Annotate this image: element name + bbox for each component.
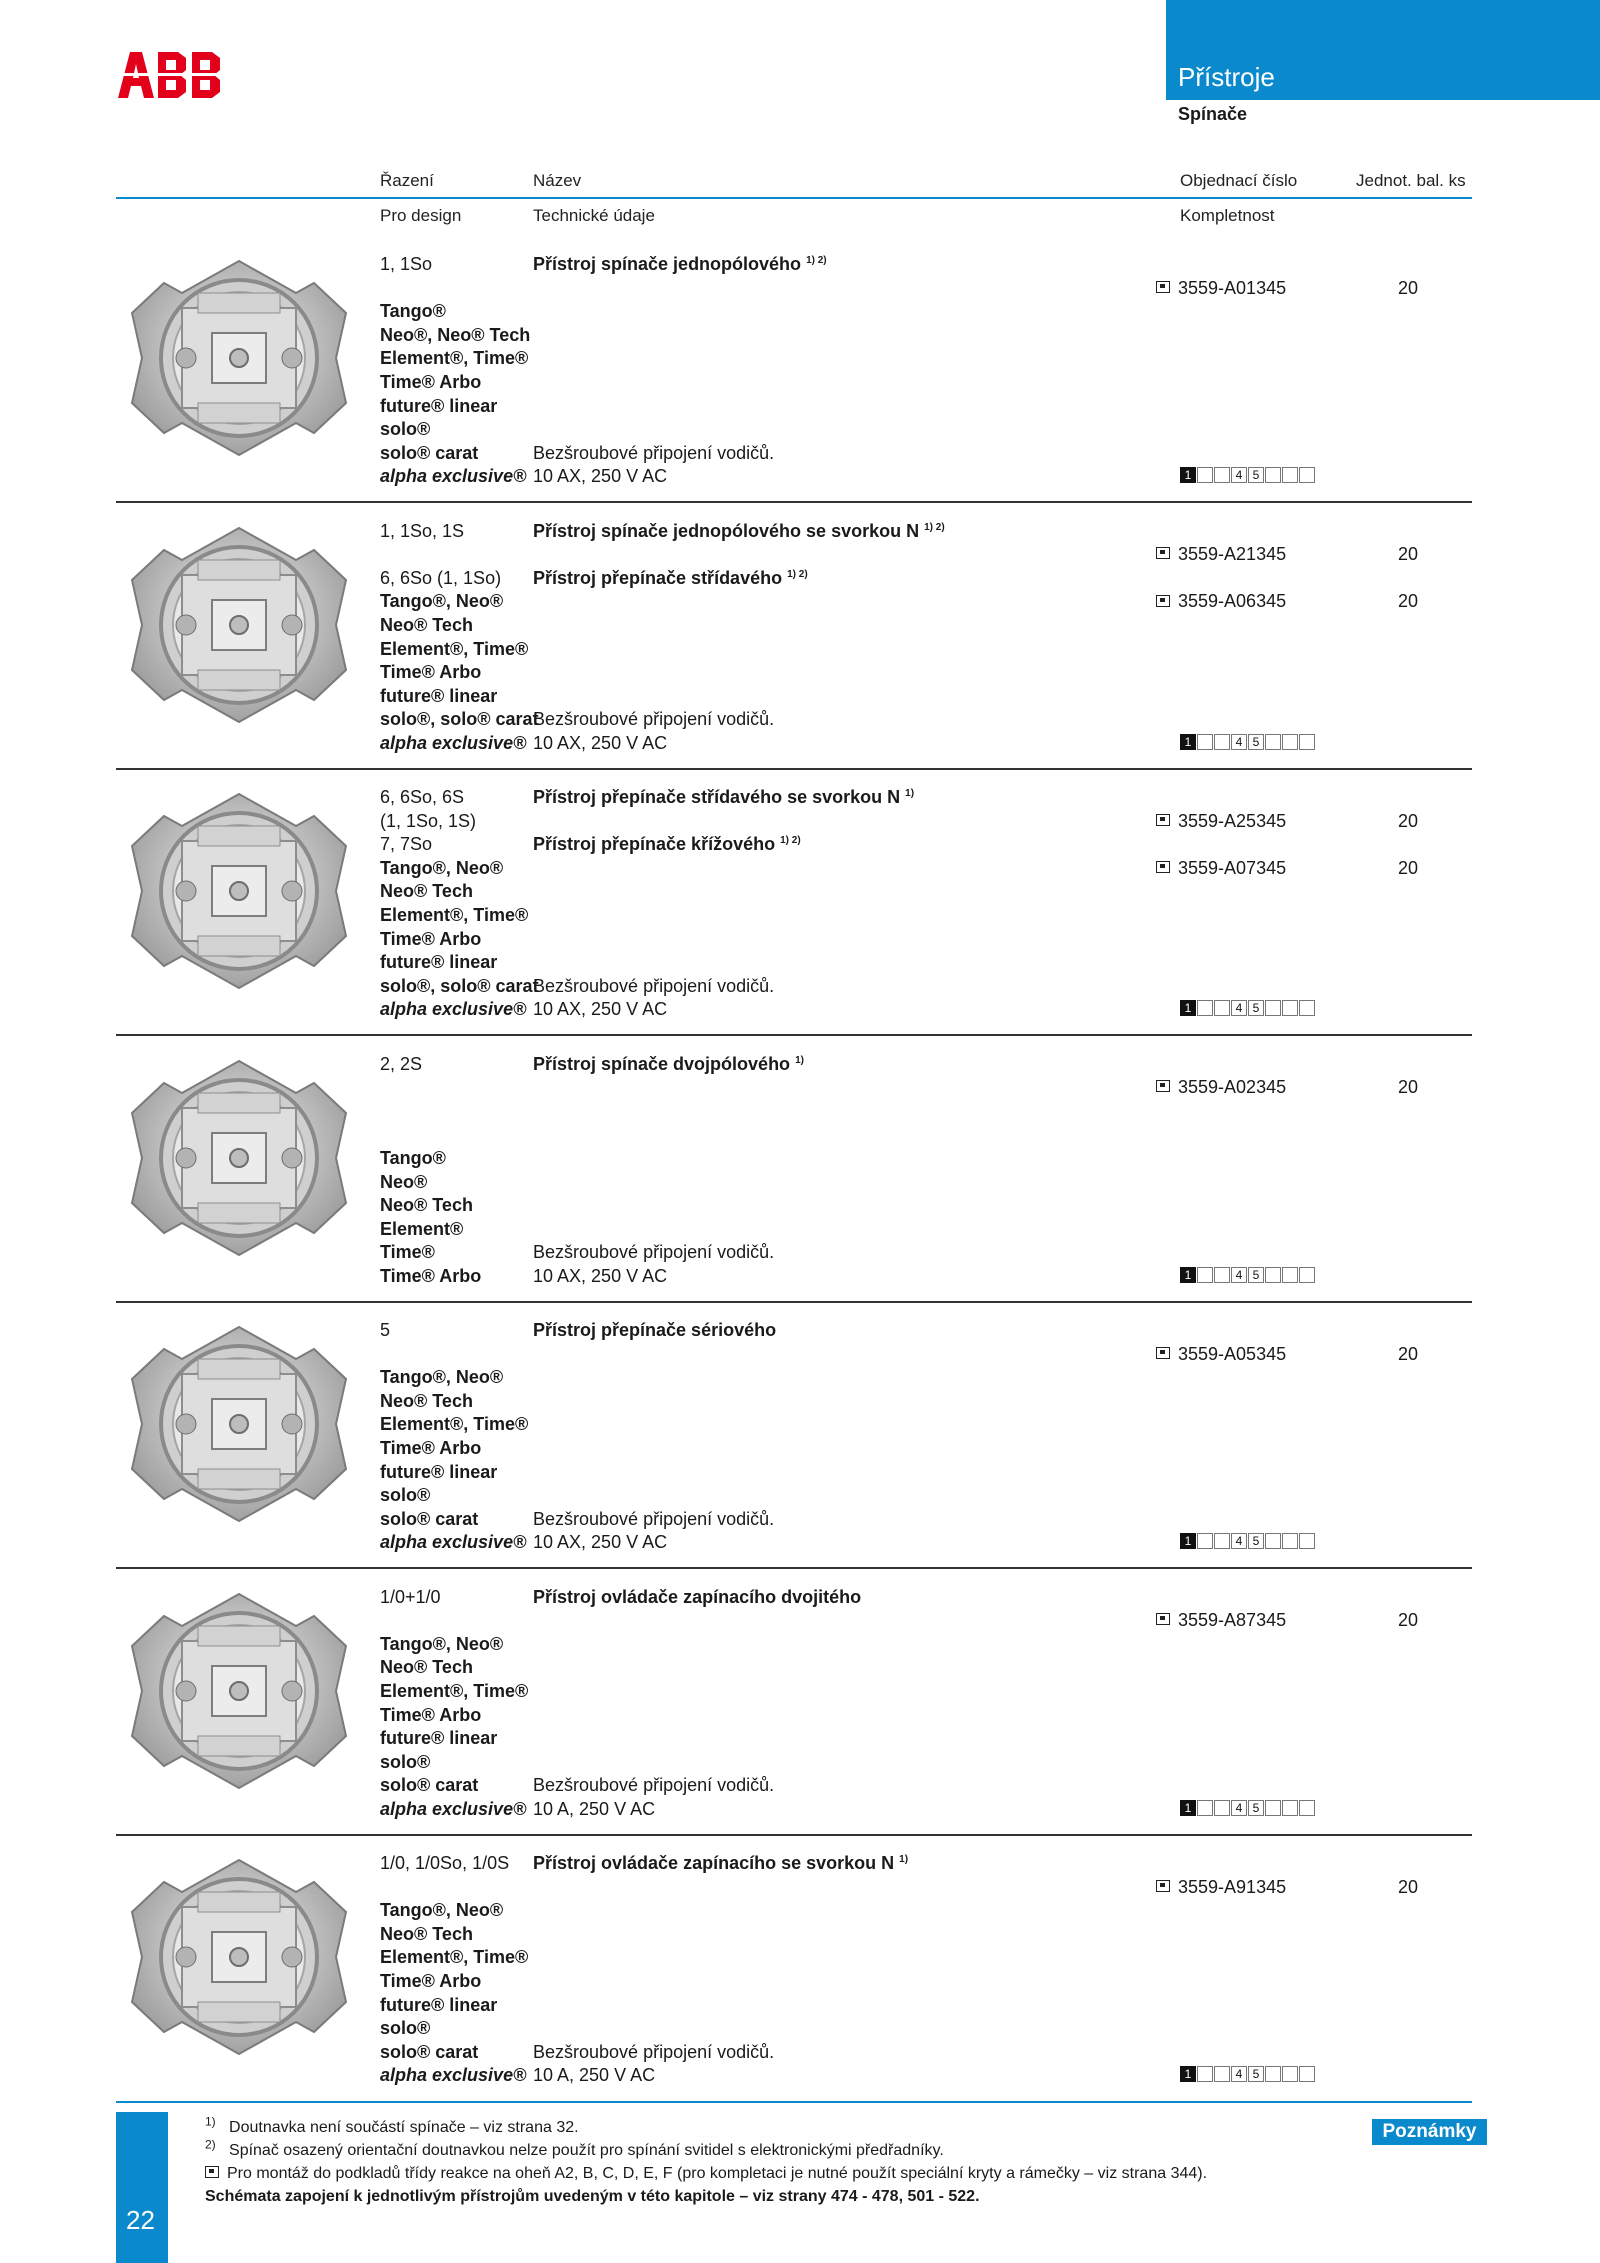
completeness-cell: 7 <box>1282 1000 1298 1016</box>
design-line: Neo® Tech <box>380 1923 473 1944</box>
completeness-cell: 2 <box>1197 2066 1213 2082</box>
design-line: Neo® Tech <box>380 881 473 902</box>
completeness-cell: 2 <box>1197 467 1213 483</box>
design-line: Tango®, Neo® <box>380 1900 504 1921</box>
design-line: solo® carat <box>380 442 479 463</box>
completeness-cell: 8 <box>1299 1533 1315 1549</box>
product-name: Přístroj spínače jednopólového $^{1) 2)}$ <box>533 254 827 274</box>
completeness-cell: 7 <box>1282 467 1298 483</box>
product-name: Přístroj přepínače střídavého $^{1) 2)}$ <box>533 567 808 588</box>
row-divider <box>116 1301 1472 1303</box>
completeness-cell: 2 <box>1197 734 1213 750</box>
completeness-cell: 5 <box>1248 1000 1264 1016</box>
design-line: Element® <box>380 1218 464 1239</box>
design-line: future® linear <box>380 395 498 416</box>
design-line: Tango®, Neo® <box>380 1633 504 1654</box>
design-line: solo® <box>380 1751 431 1772</box>
design-line: Time® Arbo <box>380 372 482 392</box>
row-divider <box>116 501 1472 503</box>
design-line: alpha exclusive® <box>380 1798 527 1819</box>
design-line: Tango®, Neo® <box>380 1367 504 1388</box>
package-qty: 20 <box>1398 544 1419 565</box>
row-divider <box>116 1834 1472 1836</box>
design-line: 1/0, 1/0So, 1/0S <box>380 1853 510 1873</box>
design-line: future® linear <box>380 952 498 973</box>
completeness-cell: 6 <box>1265 467 1281 483</box>
row-divider <box>116 768 1472 770</box>
completeness-cell: 1 <box>1180 1267 1196 1283</box>
design-line: solo® carat <box>380 1775 479 1796</box>
design-line: Time® Arbo <box>380 1704 482 1725</box>
header-nazev: Název <box>533 171 582 190</box>
completeness-cell: 3 <box>1214 1267 1230 1283</box>
completeness-cell: 7 <box>1282 734 1298 750</box>
page-number: 22 <box>126 2205 155 2235</box>
product-image <box>124 520 354 735</box>
design-line: 1, 1So, 1S <box>380 520 465 541</box>
design-line: Element®, Time® <box>380 1414 529 1435</box>
tech-connection: Bezšroubové připojení vodičů. <box>533 442 775 463</box>
package-qty: 20 <box>1398 1610 1419 1631</box>
completeness-cell: 4 <box>1231 1533 1247 1549</box>
fire-class-icon <box>1156 1347 1170 1359</box>
design-line: Element®, Time® <box>380 348 529 369</box>
design-line: Tango®, Neo® <box>380 857 504 878</box>
design-line: 6, 6So (1, 1So) <box>380 567 502 588</box>
completeness-cell: 5 <box>1248 734 1264 750</box>
design-line: Neo® Tech <box>380 1657 473 1678</box>
order-number: 3559-A05345 <box>1156 1343 1286 1365</box>
fire-class-icon <box>1156 1080 1170 1092</box>
completeness-cell: 1 <box>1180 2066 1196 2082</box>
completeness-cell: 1 <box>1180 1800 1196 1816</box>
completeness-cell: 4 <box>1231 1800 1247 1816</box>
footer-schematics-note: Schémata zapojení k jednotlivým přístrojům uvedeným v této kapitole – viz strany 474 - 478, 501 - 522. <box>205 2188 980 2205</box>
completeness-cell: 8 <box>1299 467 1315 483</box>
package-qty: 20 <box>1398 810 1419 831</box>
fire-class-icon <box>1156 1613 1170 1625</box>
completeness-cell: 1 <box>1180 1000 1196 1016</box>
tech-connection: Bezšroubové připojení vodičů. <box>533 1508 775 1529</box>
fire-class-icon <box>1156 547 1170 559</box>
design-line: Neo®, Neo® Tech <box>380 324 531 345</box>
completeness-cell: 6 <box>1265 1800 1281 1816</box>
completeness-cell: 5 <box>1248 1800 1264 1816</box>
completeness-cell: 7 <box>1282 1533 1298 1549</box>
completeness-strip <box>1180 1533 1316 1549</box>
tech-connection: Bezšroubové připojení vodičů. <box>533 2041 775 2062</box>
completeness-cell: 3 <box>1214 734 1230 750</box>
completeness-cell: 8 <box>1299 734 1315 750</box>
tech-rating: 10 AX, 250 V AC <box>533 732 668 753</box>
completeness-cell: 3 <box>1214 1533 1230 1549</box>
header-objednaci: Objednací číslo <box>1180 171 1298 190</box>
completeness-cell: 4 <box>1231 734 1247 750</box>
completeness-cell: 8 <box>1299 1267 1315 1283</box>
footnote-2: $^{2)}$ Spínač osazený orientační doutnavkou nelze použít pro spínání svitidel s elektronickými předřadníky. <box>205 2137 944 2159</box>
header-pro-design: Pro design <box>380 206 462 225</box>
footer-divider <box>116 2101 1472 2103</box>
product-name: Přístroj přepínače střídavého se svorkou N $^{1)}$ <box>533 787 915 807</box>
package-qty: 20 <box>1398 857 1419 878</box>
design-line: future® linear <box>380 1461 498 1482</box>
order-number: 3559-A06345 <box>1156 590 1286 612</box>
package-qty: 20 <box>1398 1343 1419 1364</box>
order-number: 3559-A25345 <box>1156 810 1286 832</box>
completeness-cell: 6 <box>1265 734 1281 750</box>
completeness-cell: 8 <box>1299 2066 1315 2082</box>
design-line: 7, 7So <box>380 834 433 855</box>
category-subtitle: Spínače <box>1178 104 1248 124</box>
design-line: 6, 6So, 6S <box>380 787 465 807</box>
product-image <box>124 1586 354 1801</box>
product-image <box>124 1852 354 2067</box>
completeness-cell: 6 <box>1265 1533 1281 1549</box>
order-number: 3559-A07345 <box>1156 857 1286 879</box>
completeness-cell: 3 <box>1214 1800 1230 1816</box>
design-line: 5 <box>380 1320 391 1340</box>
design-line: Neo® Tech <box>380 1195 473 1216</box>
design-line: solo® <box>380 1485 431 1506</box>
footnote-3: Pro montáž do podkladů třídy reakce na oheň A2, B, C, D, E, F (pro kompletaci je nutné použít speciální kryty a rámečky – viz strana 344). <box>205 2164 1207 2184</box>
product-name: Přístroj přepínače sériového <box>533 1320 777 1340</box>
completeness-cell: 5 <box>1248 1533 1264 1549</box>
design-line: solo®, solo® carat <box>380 709 539 730</box>
design-line: alpha exclusive® <box>380 466 527 487</box>
design-line: Element®, Time® <box>380 905 529 925</box>
tech-rating: 10 AX, 250 V AC <box>533 999 668 1020</box>
product-name: Přístroj přepínače křížového $^{1) 2)}$ <box>533 834 801 855</box>
design-line: Time® Arbo <box>380 662 482 683</box>
completeness-cell: 7 <box>1282 2066 1298 2082</box>
completeness-cell: 4 <box>1231 467 1247 483</box>
completeness-cell: 3 <box>1214 2066 1230 2082</box>
product-image <box>124 1319 354 1534</box>
completeness-cell: 4 <box>1231 2066 1247 2082</box>
completeness-cell: 2 <box>1197 1000 1213 1016</box>
design-line: future® linear <box>380 1994 498 2015</box>
completeness-strip <box>1180 467 1316 483</box>
header-divider <box>116 197 1472 199</box>
abb-logo <box>116 50 226 100</box>
order-number: 3559-A87345 <box>1156 1609 1286 1631</box>
completeness-cell: 1 <box>1180 467 1196 483</box>
tech-rating: 10 A, 250 V AC <box>533 2065 656 2086</box>
row-divider <box>116 1567 1472 1569</box>
header-razeni: Řazení <box>380 171 434 190</box>
fire-class-icon <box>205 2166 219 2178</box>
design-line: (1, 1So, 1S) <box>380 810 477 831</box>
completeness-cell: 5 <box>1248 2066 1264 2082</box>
package-qty: 20 <box>1398 277 1419 298</box>
header-kompletnost: Kompletnost <box>1180 206 1275 225</box>
completeness-cell: 7 <box>1282 1800 1298 1816</box>
design-line: Tango®, Neo® <box>380 591 504 612</box>
completeness-cell: 7 <box>1282 1267 1298 1283</box>
design-line: Time® Arbo <box>380 1265 482 1286</box>
product-name: Přístroj ovládače zapínacího se svorkou N $^{1)}$ <box>533 1853 909 1873</box>
design-line: Time® <box>380 1242 435 1263</box>
tech-rating: 10 AX, 250 V AC <box>533 1532 668 1553</box>
fire-class-icon <box>1156 1880 1170 1892</box>
notes-label: Poznámky <box>1372 2119 1487 2145</box>
product-image <box>124 1053 354 1268</box>
completeness-cell: 3 <box>1214 467 1230 483</box>
design-line: Neo® Tech <box>380 1390 473 1411</box>
design-line: 1/0+1/0 <box>380 1586 441 1607</box>
package-qty: 20 <box>1398 591 1419 612</box>
design-line: solo® <box>380 2018 431 2039</box>
completeness-cell: 2 <box>1197 1267 1213 1283</box>
completeness-strip <box>1180 1800 1316 1816</box>
category-title: Přístroje <box>1178 62 1275 92</box>
design-line: Neo® Tech <box>380 614 473 635</box>
tech-rating: 10 A, 250 V AC <box>533 1798 656 1819</box>
product-image <box>124 253 354 468</box>
completeness-cell: 1 <box>1180 1533 1196 1549</box>
completeness-cell: 6 <box>1265 2066 1281 2082</box>
completeness-cell: 8 <box>1299 1800 1315 1816</box>
design-line: solo® carat <box>380 2041 479 2062</box>
completeness-cell: 2 <box>1197 1533 1213 1549</box>
header-jednot: Jednot. bal. ks <box>1356 171 1466 190</box>
completeness-cell: 5 <box>1248 467 1264 483</box>
design-line: solo®, solo® carat <box>380 975 539 996</box>
design-line: alpha exclusive® <box>380 732 527 753</box>
design-line: Tango® <box>380 1147 446 1168</box>
design-line: solo® carat <box>380 1508 479 1529</box>
design-line: Time® Arbo <box>380 928 482 949</box>
product-name: Přístroj spínače dvojpólového $^{1)}$ <box>533 1053 804 1074</box>
completeness-cell: 6 <box>1265 1000 1281 1016</box>
design-line: Tango® <box>380 301 446 322</box>
product-name: Přístroj ovládače zapínacího dvojitého <box>533 1586 862 1607</box>
order-number: 3559-A02345 <box>1156 1076 1286 1098</box>
tech-connection: Bezšroubové připojení vodičů. <box>533 1242 775 1263</box>
design-line: Time® Arbo <box>380 1971 482 1991</box>
completeness-strip <box>1180 734 1316 750</box>
design-line: alpha exclusive® <box>380 999 527 1020</box>
fire-class-icon <box>1156 861 1170 873</box>
order-number: 3559-A21345 <box>1156 543 1286 565</box>
completeness-cell: 2 <box>1197 1800 1213 1816</box>
design-line: Element®, Time® <box>380 1947 529 1968</box>
completeness-strip <box>1180 2066 1316 2082</box>
product-image <box>124 786 354 1001</box>
completeness-cell: 4 <box>1231 1267 1247 1283</box>
design-line: Time® Arbo <box>380 1438 482 1458</box>
tech-rating: 10 AX, 250 V AC <box>533 1265 668 1286</box>
fire-class-icon <box>1156 281 1170 293</box>
fire-class-icon <box>1156 595 1170 607</box>
design-line: Element®, Time® <box>380 638 529 659</box>
tech-connection: Bezšroubové připojení vodičů. <box>533 975 775 996</box>
fire-class-icon <box>1156 814 1170 826</box>
package-qty: 20 <box>1398 1876 1419 1897</box>
completeness-cell: 1 <box>1180 734 1196 750</box>
completeness-cell: 3 <box>1214 1000 1230 1016</box>
completeness-strip <box>1180 1000 1316 1016</box>
tech-connection: Bezšroubové připojení vodičů. <box>533 709 775 730</box>
design-line: 1, 1So <box>380 254 433 274</box>
completeness-cell: 5 <box>1248 1267 1264 1283</box>
package-qty: 20 <box>1398 1077 1419 1098</box>
design-line: Neo® <box>380 1171 428 1192</box>
design-line: future® linear <box>380 1728 498 1749</box>
footnote-1: $^{1)}$ Doutnavka není součástí spínače – viz strana 32. <box>205 2114 579 2136</box>
completeness-cell: 4 <box>1231 1000 1247 1016</box>
completeness-cell: 8 <box>1299 1000 1315 1016</box>
tech-connection: Bezšroubové připojení vodičů. <box>533 1775 775 1796</box>
header-technicke: Technické údaje <box>533 206 655 225</box>
design-line: alpha exclusive® <box>380 2065 527 2086</box>
design-line: future® linear <box>380 685 498 706</box>
design-line: solo® <box>380 419 431 440</box>
design-line: alpha exclusive® <box>380 1532 527 1553</box>
completeness-cell: 6 <box>1265 1267 1281 1283</box>
page-number-box <box>116 2112 168 2263</box>
product-name: Přístroj spínače jednopólového se svorkou N $^{1) 2)}$ <box>533 520 945 541</box>
completeness-strip <box>1180 1267 1316 1283</box>
row-divider <box>116 1034 1472 1036</box>
order-number: 3559-A91345 <box>1156 1876 1286 1898</box>
design-line: 2, 2S <box>380 1053 423 1074</box>
design-line: Element®, Time® <box>380 1680 529 1701</box>
tech-rating: 10 AX, 250 V AC <box>533 466 668 487</box>
order-number: 3559-A01345 <box>1156 277 1286 299</box>
